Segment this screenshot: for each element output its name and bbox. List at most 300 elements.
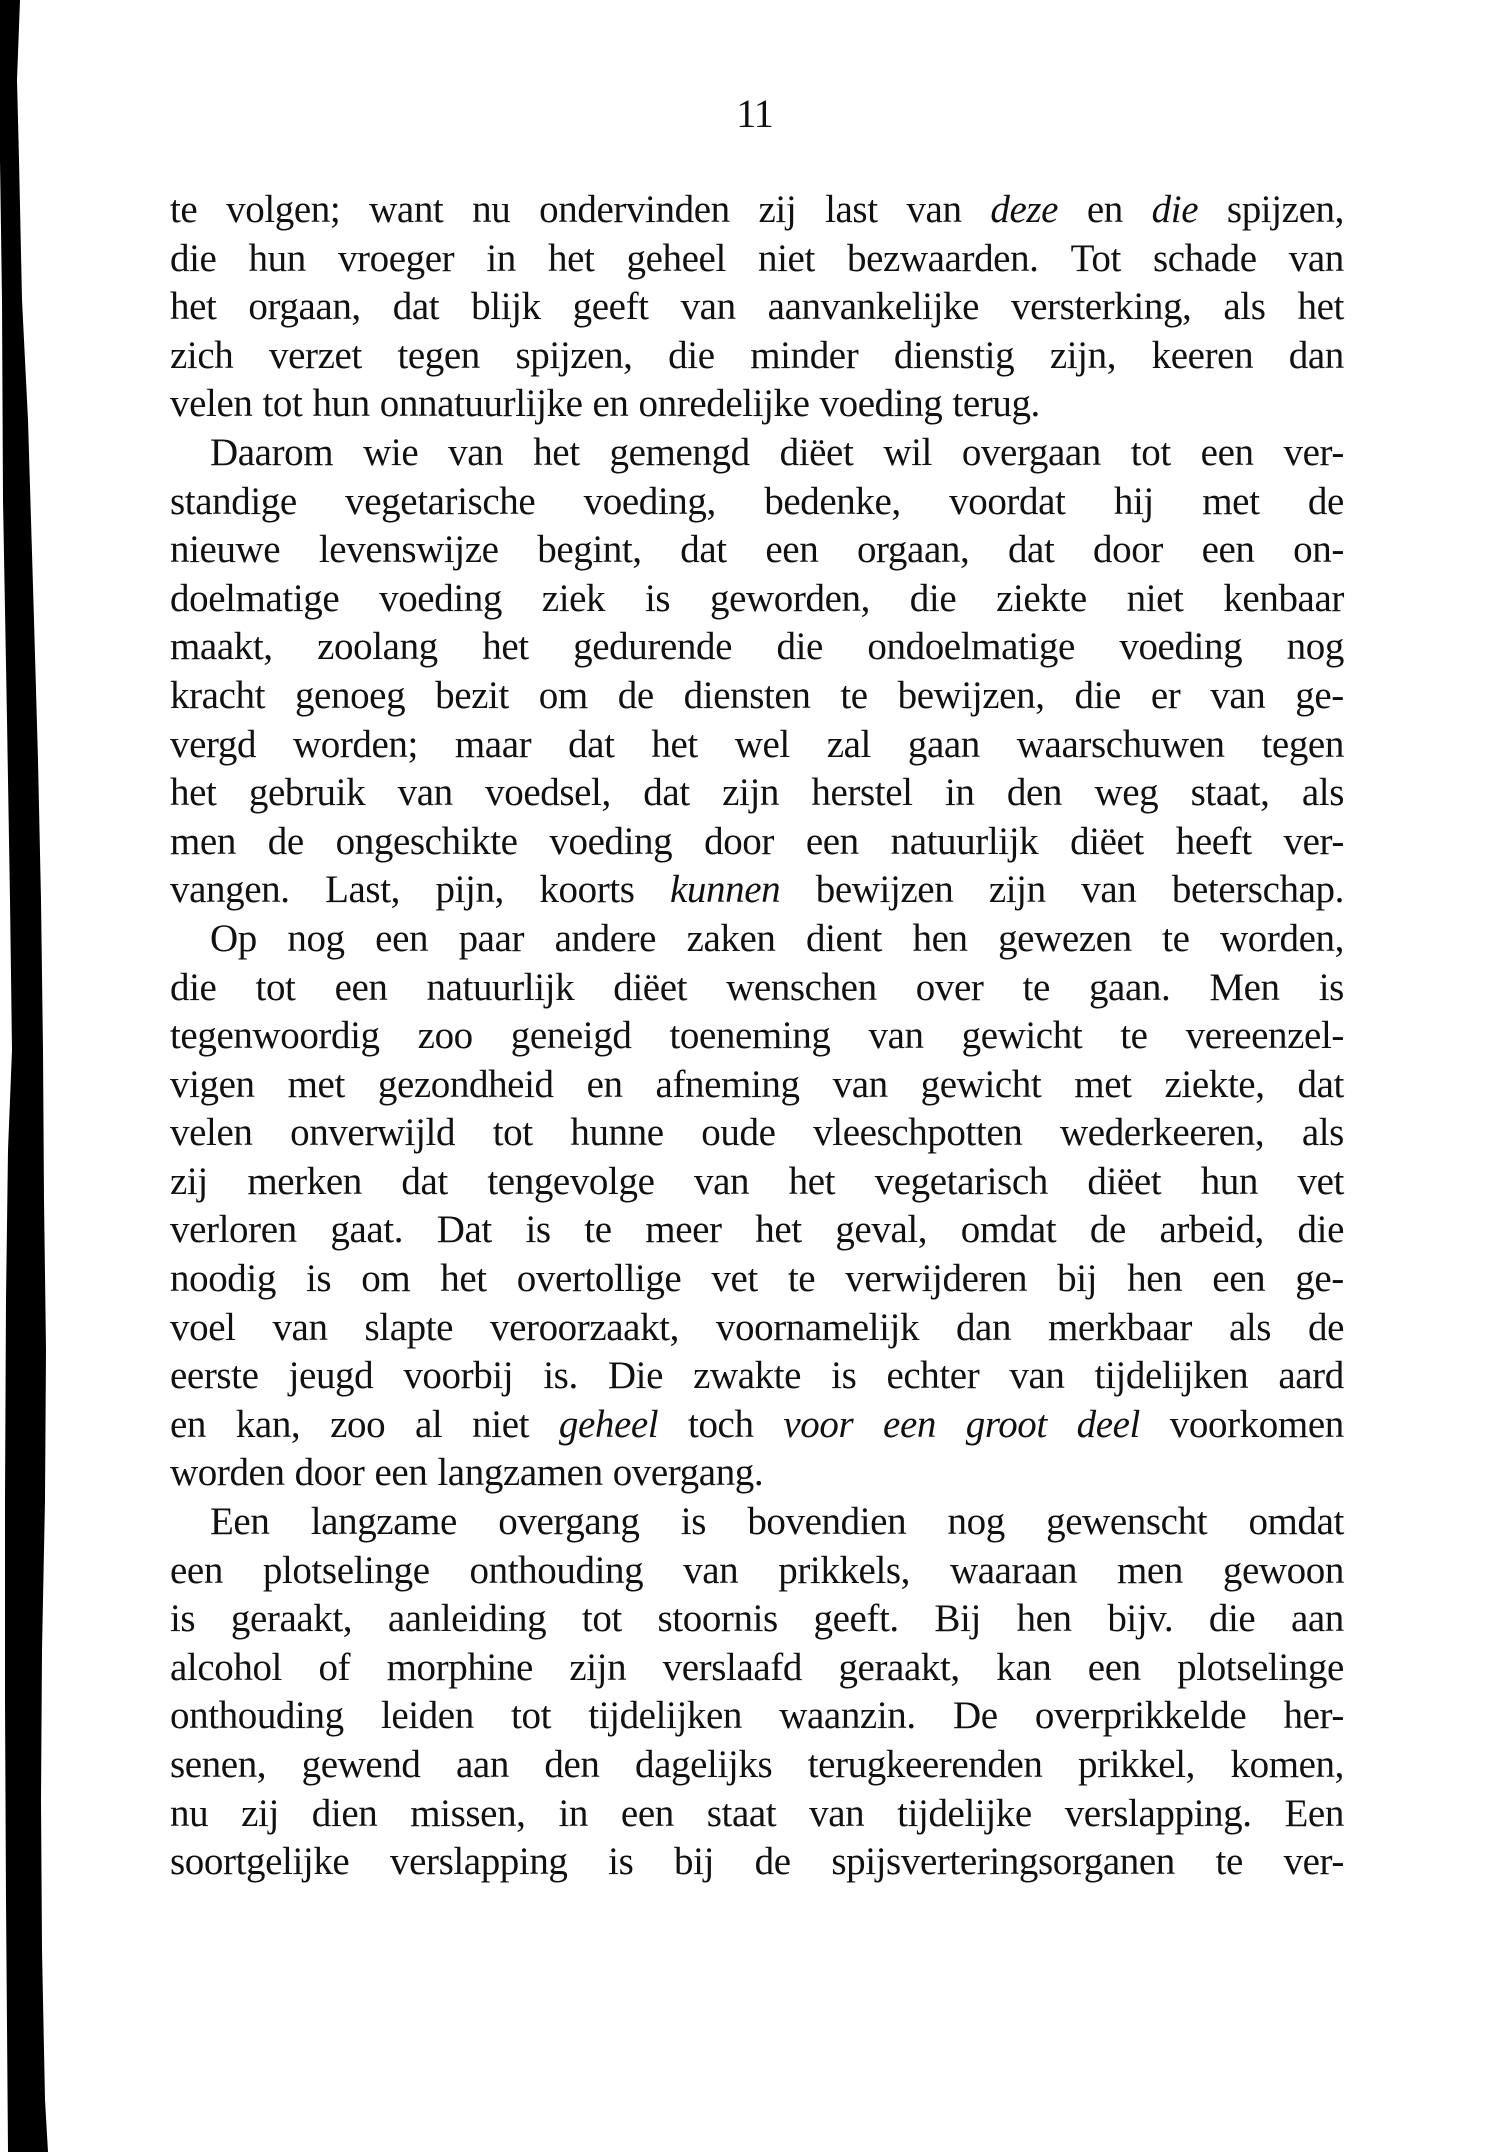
word: senen, bbox=[170, 1743, 267, 1786]
word: en bbox=[1086, 188, 1123, 231]
word: tot bbox=[581, 1597, 622, 1641]
word: herstel bbox=[811, 771, 913, 815]
word: een bbox=[620, 1791, 674, 1835]
word: die bbox=[1208, 1597, 1256, 1641]
text-line bbox=[170, 1692, 1344, 1741]
word: nog bbox=[947, 1500, 1005, 1544]
word: veroorzaakt, bbox=[489, 1305, 679, 1349]
word: eerste bbox=[170, 1354, 259, 1398]
word: nog bbox=[287, 916, 345, 960]
word: worden, bbox=[1220, 916, 1344, 960]
word: onverwijld bbox=[290, 1111, 456, 1155]
word: het bbox=[170, 285, 217, 329]
word: het bbox=[1297, 285, 1344, 329]
text-line bbox=[170, 623, 1344, 672]
word: velen bbox=[170, 382, 253, 426]
word: bij bbox=[1057, 1257, 1098, 1301]
word: het bbox=[482, 625, 529, 669]
word: maakt, bbox=[170, 625, 273, 669]
word: in bbox=[944, 771, 975, 815]
word: vet bbox=[1297, 1159, 1344, 1203]
word: bedenke, bbox=[764, 479, 901, 523]
word: waarschuwen bbox=[1016, 722, 1225, 766]
word: diensten bbox=[683, 673, 811, 717]
word: hen bbox=[1127, 1257, 1183, 1301]
word: die bbox=[170, 236, 217, 280]
word: van bbox=[1210, 673, 1266, 717]
word: vegetarische bbox=[345, 479, 536, 523]
word: en bbox=[592, 382, 629, 426]
word: orgaan, bbox=[248, 285, 361, 329]
word: is bbox=[305, 1257, 332, 1301]
word: voornamelijk bbox=[715, 1305, 920, 1349]
word: geraakt, bbox=[838, 1645, 960, 1689]
word: want bbox=[369, 188, 444, 231]
text-line bbox=[170, 1790, 1344, 1839]
word: hun bbox=[312, 382, 370, 426]
text-line bbox=[170, 1547, 1344, 1596]
word: meer bbox=[645, 1208, 722, 1252]
text-line bbox=[170, 1012, 1344, 1061]
word: komen, bbox=[1230, 1743, 1344, 1786]
word: spijzen, bbox=[515, 333, 633, 377]
word: omdat bbox=[960, 1208, 1057, 1252]
word: genoeg bbox=[294, 673, 406, 717]
word: voeding bbox=[1119, 625, 1243, 669]
word: al bbox=[415, 1402, 443, 1446]
text-line bbox=[170, 575, 1344, 624]
word: van bbox=[680, 285, 736, 329]
text-line bbox=[170, 429, 1344, 478]
word: dan bbox=[1288, 333, 1344, 377]
word: her- bbox=[1283, 1694, 1344, 1738]
word: voorkomen bbox=[1169, 1402, 1344, 1446]
word: Een bbox=[1284, 1791, 1344, 1835]
page-number: 11 bbox=[736, 91, 773, 136]
word: nieuwe bbox=[170, 528, 281, 572]
word: een bbox=[1201, 528, 1255, 572]
word: ziekte bbox=[996, 576, 1087, 620]
text-line bbox=[170, 721, 1344, 770]
word: dient bbox=[806, 916, 882, 960]
word: te bbox=[1120, 1014, 1148, 1058]
word: in bbox=[558, 1791, 588, 1835]
word: een bbox=[375, 916, 429, 960]
word: spijzen, bbox=[1226, 188, 1344, 231]
word: de bbox=[1089, 1208, 1126, 1252]
word: langzame bbox=[310, 1500, 457, 1544]
word: dat bbox=[401, 1159, 448, 1203]
word: orgaan, bbox=[856, 528, 970, 572]
word: gewicht bbox=[920, 1062, 1042, 1106]
word: levenswijze bbox=[318, 528, 499, 572]
text-line bbox=[170, 1206, 1344, 1255]
word: gaat. bbox=[330, 1208, 404, 1252]
word: wie bbox=[363, 430, 419, 474]
text-line bbox=[170, 1498, 1344, 1547]
word: geval, bbox=[835, 1208, 928, 1252]
word: voeding bbox=[549, 819, 673, 863]
word: terugkeerenden bbox=[807, 1743, 1043, 1786]
word: den bbox=[544, 1743, 600, 1786]
word: te bbox=[1215, 1840, 1243, 1884]
word: zich bbox=[170, 333, 234, 377]
word: hun bbox=[1200, 1159, 1259, 1203]
word: dat bbox=[392, 285, 440, 329]
word: gewend bbox=[301, 1743, 421, 1786]
word: gebruik bbox=[248, 771, 366, 815]
word: voeding, bbox=[583, 479, 716, 523]
word: paar bbox=[458, 916, 525, 960]
word: Die bbox=[607, 1354, 663, 1398]
word: ongeschikte bbox=[335, 819, 518, 863]
text-line bbox=[170, 1449, 1344, 1498]
word: vroeger bbox=[337, 236, 455, 280]
word: van bbox=[1288, 236, 1344, 280]
word: ge- bbox=[1295, 1257, 1344, 1301]
word: als bbox=[1223, 285, 1266, 329]
word: niet bbox=[1126, 576, 1184, 620]
word: vegetarisch bbox=[874, 1159, 1048, 1203]
word: zij bbox=[758, 188, 797, 231]
word: gewezen bbox=[998, 916, 1132, 960]
word: met bbox=[1202, 479, 1260, 523]
word: met bbox=[287, 1062, 345, 1106]
word: waanzin. bbox=[779, 1694, 916, 1738]
word: dagelijks bbox=[635, 1743, 773, 1786]
word: gaan bbox=[907, 722, 980, 766]
word: omdat bbox=[1248, 1500, 1344, 1544]
word: morphine bbox=[386, 1645, 533, 1689]
word: diëet bbox=[779, 430, 854, 474]
word: niet bbox=[472, 1402, 530, 1446]
word: den bbox=[1006, 771, 1063, 815]
word: tegenwoordig bbox=[170, 1014, 380, 1058]
word: gaan. bbox=[1088, 965, 1171, 1009]
word: van bbox=[694, 1159, 750, 1203]
word: of bbox=[318, 1645, 351, 1689]
word: vet bbox=[711, 1257, 758, 1301]
word: de bbox=[754, 1840, 791, 1884]
word: hunne bbox=[570, 1111, 664, 1155]
word: bezwaarden. bbox=[846, 236, 1039, 280]
word: is bbox=[1318, 965, 1344, 1009]
word: Een bbox=[210, 1500, 270, 1544]
word: die bbox=[776, 625, 823, 669]
word: last bbox=[825, 188, 878, 231]
word: kan, bbox=[235, 1402, 301, 1446]
word: ziekte, bbox=[1164, 1062, 1265, 1106]
word: alcohol bbox=[170, 1645, 282, 1689]
word: voordat bbox=[949, 479, 1066, 523]
word: slapte bbox=[364, 1305, 454, 1349]
word: geeft. bbox=[813, 1597, 899, 1641]
word: de bbox=[1307, 479, 1344, 523]
scan-edge-shadow bbox=[0, 0, 60, 2152]
word: keeren bbox=[1151, 333, 1254, 377]
word: stoornis bbox=[657, 1597, 778, 1641]
word: nu bbox=[170, 1791, 209, 1835]
word: voel bbox=[170, 1305, 236, 1349]
word: gewicht bbox=[961, 1014, 1083, 1058]
word: zij bbox=[170, 1159, 208, 1203]
word: te bbox=[584, 1208, 612, 1252]
word: gemengd bbox=[609, 430, 750, 474]
word: onthouding bbox=[170, 1694, 344, 1738]
word: ver- bbox=[1283, 819, 1344, 863]
word: bewijzen, bbox=[897, 673, 1045, 717]
word: dat bbox=[568, 722, 615, 766]
word: tegen bbox=[397, 333, 480, 377]
word: tengevolge bbox=[487, 1159, 655, 1203]
word: een bbox=[170, 1548, 223, 1592]
word: niet bbox=[758, 236, 815, 280]
text-line bbox=[170, 478, 1344, 527]
word: tot bbox=[255, 965, 296, 1009]
word: langzamen bbox=[437, 1451, 603, 1495]
word: aanleiding bbox=[387, 1597, 547, 1641]
word: zoo bbox=[330, 1402, 386, 1446]
word: te bbox=[787, 1257, 816, 1301]
word: leiden bbox=[380, 1694, 474, 1738]
text-line bbox=[170, 526, 1344, 575]
word: tegen bbox=[1261, 722, 1344, 766]
word: nu bbox=[472, 188, 511, 231]
word: versterking, bbox=[1011, 285, 1192, 329]
word: echter bbox=[886, 1354, 980, 1398]
word: heeft bbox=[1175, 819, 1252, 863]
word: voeding bbox=[379, 576, 502, 620]
text-line bbox=[170, 672, 1344, 721]
word: ver- bbox=[1283, 430, 1344, 474]
word: Tot bbox=[1070, 236, 1121, 280]
word: zwakte bbox=[693, 1354, 802, 1398]
word: merken bbox=[247, 1159, 362, 1203]
word: gezondheid bbox=[377, 1062, 554, 1106]
text-line bbox=[170, 332, 1344, 381]
word: van bbox=[868, 1014, 924, 1058]
word: verwijderen bbox=[845, 1257, 1028, 1301]
word: en bbox=[170, 1402, 207, 1446]
word: plotselinge bbox=[262, 1548, 430, 1592]
word: diëet bbox=[1087, 1159, 1162, 1203]
word: nog bbox=[1286, 625, 1344, 669]
word: overtollige bbox=[516, 1257, 682, 1301]
word: verslaafd bbox=[662, 1645, 802, 1689]
word: van bbox=[832, 1062, 888, 1106]
word: zoo bbox=[417, 1014, 473, 1058]
word: koorts bbox=[539, 868, 635, 912]
text-line bbox=[170, 1158, 1344, 1207]
text-line bbox=[170, 1255, 1344, 1304]
word: zijn bbox=[569, 1645, 627, 1689]
italic-word: deel bbox=[1076, 1402, 1140, 1446]
word: vigen bbox=[170, 1062, 255, 1106]
word: zal bbox=[826, 722, 871, 766]
word: bijv. bbox=[1107, 1597, 1174, 1641]
word: noodig bbox=[170, 1257, 276, 1301]
word: te bbox=[1162, 916, 1190, 960]
word: bezit bbox=[435, 673, 509, 717]
word: dat bbox=[643, 771, 690, 815]
text-line bbox=[170, 1401, 1344, 1450]
word: die bbox=[909, 576, 957, 620]
italic-word: deze bbox=[990, 188, 1059, 231]
word: wederkeeren, bbox=[1060, 1111, 1265, 1155]
word: prikkels, bbox=[778, 1548, 911, 1592]
word: Bij bbox=[934, 1597, 981, 1641]
word: van bbox=[1009, 1354, 1065, 1398]
word: kracht bbox=[170, 673, 266, 717]
word: van bbox=[397, 771, 453, 815]
word: dien bbox=[311, 1791, 378, 1835]
word: gedurende bbox=[573, 625, 732, 669]
word: staat bbox=[706, 1791, 777, 1835]
word: Men bbox=[1209, 965, 1280, 1009]
text-line bbox=[170, 1109, 1344, 1158]
word: een bbox=[1212, 1257, 1266, 1301]
word: voedsel, bbox=[485, 771, 611, 815]
word: vereenzel- bbox=[1185, 1014, 1344, 1058]
word: tot bbox=[511, 1694, 552, 1738]
word: ziek bbox=[541, 576, 606, 620]
word: als bbox=[1301, 1111, 1344, 1155]
text-line bbox=[170, 1644, 1344, 1693]
word: als bbox=[1301, 771, 1344, 815]
word: vergd bbox=[170, 722, 257, 766]
word: wil bbox=[883, 430, 932, 474]
word: door bbox=[704, 819, 774, 863]
word: het bbox=[755, 1208, 802, 1252]
word: verloren bbox=[170, 1208, 297, 1252]
text-line bbox=[170, 1741, 1344, 1790]
word: zijn bbox=[988, 868, 1046, 912]
word: de bbox=[1307, 1305, 1344, 1349]
word: minder bbox=[750, 333, 859, 377]
word: natuurlijk bbox=[426, 965, 575, 1009]
text-line bbox=[170, 1304, 1344, 1353]
word: weg bbox=[1094, 771, 1159, 815]
word: dienstig bbox=[893, 333, 1015, 377]
word: bij bbox=[674, 1840, 715, 1884]
body-text bbox=[170, 186, 1344, 1887]
italic-word: die bbox=[1151, 188, 1199, 231]
word: natuurlijk bbox=[890, 819, 1039, 863]
word: waaraan bbox=[949, 1548, 1078, 1592]
word: geeft bbox=[572, 285, 649, 329]
word: toeneming bbox=[669, 1014, 831, 1058]
word: vleeschpotten bbox=[813, 1111, 1023, 1155]
word: zaken bbox=[686, 916, 776, 960]
word: is bbox=[680, 1500, 707, 1544]
word: worden bbox=[170, 1451, 285, 1495]
word: is. bbox=[543, 1354, 578, 1398]
text-line bbox=[170, 964, 1344, 1013]
word: tijdelijke bbox=[897, 1791, 1032, 1835]
text-line bbox=[170, 915, 1344, 964]
word: doelmatige bbox=[170, 576, 340, 620]
word: het bbox=[547, 236, 595, 280]
word: hun bbox=[248, 236, 306, 280]
word: van bbox=[906, 188, 962, 231]
word: aard bbox=[1278, 1354, 1344, 1398]
word: die bbox=[1297, 1208, 1344, 1252]
word: spijsverteringsorganen bbox=[831, 1840, 1175, 1884]
word: staat, bbox=[1190, 771, 1270, 815]
text-line bbox=[170, 769, 1344, 818]
word: is bbox=[170, 1597, 196, 1641]
word: zoolang bbox=[317, 625, 438, 669]
word: een bbox=[765, 528, 819, 572]
italic-word: geheel bbox=[558, 1402, 659, 1446]
word: is bbox=[831, 1354, 857, 1398]
word: de bbox=[267, 819, 304, 863]
word: van bbox=[448, 430, 504, 474]
word: het bbox=[651, 722, 698, 766]
word: onthouding bbox=[469, 1548, 644, 1592]
word: is bbox=[525, 1208, 551, 1252]
word: dat bbox=[1297, 1062, 1344, 1106]
word: zijn, bbox=[1049, 333, 1117, 377]
word: een bbox=[805, 819, 859, 863]
word: te bbox=[1022, 965, 1050, 1009]
word: maar bbox=[454, 722, 532, 766]
word: toch bbox=[688, 1402, 754, 1446]
word: beterschap. bbox=[1171, 868, 1344, 912]
word: voorbij bbox=[403, 1354, 514, 1398]
word: wel bbox=[734, 722, 790, 766]
word: plotselinge bbox=[1177, 1645, 1344, 1689]
word: aan bbox=[456, 1743, 509, 1786]
word: van bbox=[1081, 868, 1137, 912]
word: oude bbox=[701, 1111, 776, 1155]
word: dat bbox=[680, 528, 727, 572]
word: overprikkelde bbox=[1034, 1694, 1247, 1738]
word: men bbox=[170, 819, 236, 863]
text-line bbox=[170, 1352, 1344, 1401]
text-line bbox=[170, 1061, 1344, 1110]
text-line bbox=[170, 1595, 1344, 1644]
word: arbeid, bbox=[1159, 1208, 1264, 1252]
word: andere bbox=[554, 916, 657, 960]
word: volgen; bbox=[226, 188, 341, 231]
word: door bbox=[1093, 528, 1163, 572]
word: gewenscht bbox=[1046, 1500, 1208, 1544]
word: pijn, bbox=[435, 868, 504, 912]
word: te bbox=[840, 673, 868, 717]
word: worden; bbox=[292, 722, 418, 766]
word: vangen. bbox=[170, 868, 290, 912]
word: het bbox=[533, 430, 580, 474]
text-line bbox=[170, 1838, 1344, 1887]
word: bovendien bbox=[747, 1500, 907, 1544]
word: is bbox=[644, 576, 671, 620]
word: een bbox=[334, 965, 388, 1009]
word: Dat bbox=[436, 1208, 492, 1252]
word: terug. bbox=[952, 382, 1040, 426]
text-line bbox=[170, 380, 1344, 429]
word: te bbox=[170, 188, 198, 231]
word: overgang. bbox=[612, 1451, 764, 1495]
word: zijn bbox=[722, 771, 779, 815]
word: er bbox=[1150, 673, 1181, 717]
word: Daarom bbox=[210, 430, 334, 474]
word: dan bbox=[955, 1305, 1012, 1349]
word: kan bbox=[996, 1645, 1052, 1689]
word: om bbox=[361, 1257, 411, 1301]
word: schade bbox=[1152, 236, 1257, 280]
word: van bbox=[683, 1548, 739, 1592]
